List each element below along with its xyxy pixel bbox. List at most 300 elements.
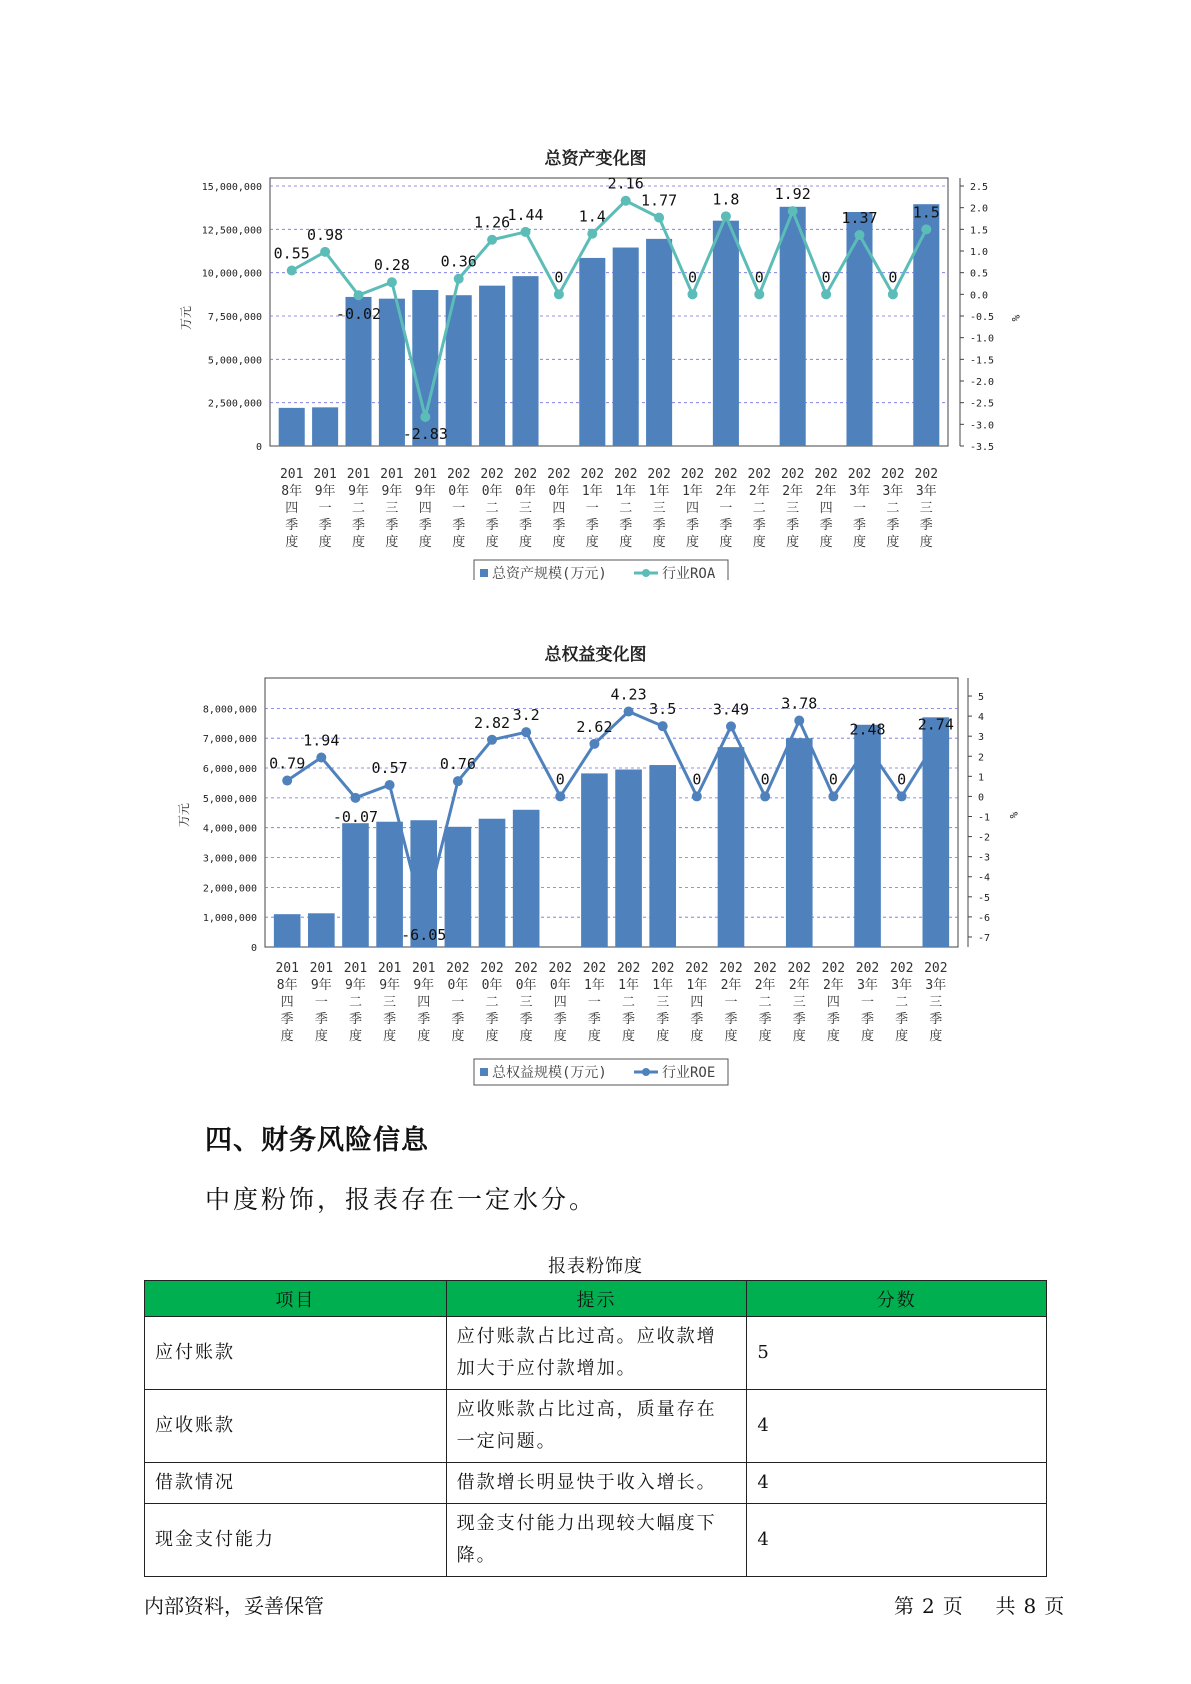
y-tick-label-right: -2.5 [970, 398, 995, 410]
x-tick-label: 202 [914, 467, 939, 482]
x-tick-label: 202 [855, 961, 880, 976]
header-hint: 提示 [446, 1281, 747, 1317]
x-tick-label: 202 [889, 961, 914, 976]
x-tick-label: 度 [919, 535, 933, 550]
x-tick-label: 度 [652, 535, 666, 550]
x-tick-label: 一 [724, 995, 738, 1010]
footer-page-number [890, 1590, 1068, 1619]
x-tick-label: 度 [585, 535, 599, 550]
y-tick-label-left: 8,000,000 [202, 704, 257, 716]
x-tick-label: 度 [351, 535, 366, 550]
data-label: 0.79 [269, 754, 306, 773]
x-tick-label: 季 [895, 1012, 909, 1027]
x-tick-label: 度 [619, 535, 633, 550]
footer-confidential: 内部资料，妥善保管 [144, 1594, 324, 1618]
x-tick-label: 季 [518, 518, 533, 533]
header-score: 分数 [747, 1281, 1047, 1317]
x-tick-label: 202 [881, 467, 905, 482]
y-tick-label-left: 7,000,000 [202, 734, 257, 746]
x-tick-label: 202 [548, 961, 573, 976]
x-tick-label: 四 [685, 501, 700, 516]
line-point [487, 735, 497, 745]
legend-line-marker [642, 1068, 650, 1076]
x-tick-label: 201 [279, 467, 304, 482]
x-tick-label: 度 [861, 1029, 875, 1044]
line-point [726, 721, 736, 731]
x-tick-label: 度 [451, 1029, 465, 1044]
bar [922, 717, 949, 947]
x-tick-label: 一 [587, 995, 601, 1010]
y-tick-label-right: 4 [978, 712, 985, 724]
y-tick-label-right: 0 [978, 792, 985, 804]
page-total: 8 [1023, 1594, 1037, 1618]
data-label: 0.55 [273, 244, 310, 263]
x-tick-label: 度 [485, 535, 499, 550]
x-tick-label: 四 [819, 501, 833, 516]
data-label: 3.49 [712, 700, 750, 719]
y-tick-label-left: 10,000,000 [201, 268, 262, 280]
table-row [145, 1463, 1047, 1504]
x-tick-label: 四 [690, 995, 704, 1010]
line-point [316, 752, 326, 762]
x-tick-label: 0年 [481, 978, 503, 993]
y-tick-label-right: -7 [978, 932, 991, 944]
row-score: 4 [747, 1504, 1047, 1577]
x-tick-label: 季 [619, 518, 633, 533]
data-label: 0.98 [307, 225, 344, 244]
x-tick-label: 二 [886, 501, 900, 516]
x-tick-label: 三 [792, 995, 806, 1010]
bar [513, 810, 540, 947]
x-tick-label: 季 [852, 518, 867, 533]
y-tick-label-right: 2 [978, 752, 985, 764]
x-tick-label: 9年 [310, 978, 332, 993]
x-tick-label: 季 [519, 1012, 533, 1027]
row-item: 应付账款 [145, 1317, 447, 1390]
x-tick-label: 202 [514, 961, 538, 976]
page-current: 2 [922, 1594, 935, 1618]
page-label: 页 [1044, 1594, 1065, 1618]
x-tick-label: 三 [656, 995, 670, 1010]
legend-bar-label: 总资产规模(万元) [492, 566, 607, 580]
x-tick-label: 度 [280, 1029, 294, 1044]
x-tick-label: 8年 [281, 484, 303, 499]
y-axis-title-left: 万元 [177, 802, 191, 828]
x-tick-label: 2年 [754, 978, 776, 993]
x-tick-label: 季 [685, 518, 700, 533]
x-tick-label: 四 [280, 995, 294, 1010]
row-score: 4 [747, 1390, 1047, 1463]
x-tick-label: 度 [724, 1029, 738, 1044]
y-tick-label-right: -4 [978, 872, 991, 884]
y-tick-label-right: -0.5 [970, 312, 995, 323]
x-tick-label: 201 [377, 961, 402, 976]
x-tick-label: 季 [348, 1012, 362, 1027]
data-label: 0 [687, 268, 698, 287]
x-tick-label: 度 [685, 535, 700, 550]
x-tick-label: 201 [413, 467, 438, 482]
x-tick-label: 季 [652, 518, 666, 533]
data-label: 2.74 [917, 715, 954, 734]
data-label: 0 [897, 770, 907, 789]
x-tick-label: 度 [385, 535, 399, 550]
data-label: -6.05 [401, 925, 447, 944]
data-label: 0 [692, 770, 702, 789]
x-tick-label: 度 [656, 1029, 670, 1044]
x-tick-label: 二 [485, 501, 499, 516]
row-item: 借款情况 [145, 1463, 447, 1504]
x-tick-label: 一 [451, 995, 465, 1010]
y-tick-label-left: 3,000,000 [202, 853, 257, 865]
x-tick-label: 202 [814, 467, 838, 482]
data-label: 0 [554, 268, 564, 287]
x-tick-label: 四 [285, 501, 299, 516]
x-tick-label: 二 [752, 501, 766, 516]
data-label: 0 [828, 770, 838, 789]
x-tick-label: 季 [786, 518, 800, 533]
x-tick-label: 一 [719, 501, 733, 516]
x-tick-label: 度 [552, 535, 566, 550]
x-tick-label: 季 [886, 518, 900, 533]
x-tick-label: 二 [758, 995, 772, 1010]
x-tick-label: 季 [452, 518, 466, 533]
line-point [624, 706, 634, 716]
x-tick-label: 3年 [882, 484, 904, 499]
y-tick-label-right: 1.0 [970, 247, 989, 258]
x-tick-label: 1年 [682, 484, 703, 499]
data-label: 3.78 [781, 694, 818, 713]
x-tick-label: 季 [318, 518, 332, 533]
x-tick-label: 202 [747, 467, 772, 482]
y-axis-title-right: % [1007, 811, 1020, 819]
line-point [931, 736, 941, 746]
x-tick-label: 季 [656, 1012, 670, 1027]
y-tick-label-right: 3 [978, 732, 985, 744]
x-tick-label: 二 [622, 995, 636, 1010]
x-tick-label: 202 [613, 467, 638, 482]
x-tick-label: 202 [780, 467, 805, 482]
line-point [350, 793, 360, 803]
x-tick-label: 季 [351, 518, 366, 533]
chart-title: 总资产变化图 [544, 149, 647, 169]
bar [649, 765, 676, 947]
x-tick-label: 三 [385, 501, 399, 516]
data-label: -0.07 [332, 807, 379, 826]
x-tick-label: 一 [452, 501, 466, 516]
risk-table [144, 1280, 1047, 1577]
x-tick-label: 三 [919, 501, 933, 516]
page-label: 第 [894, 1594, 914, 1618]
x-tick-label: 季 [690, 1012, 704, 1027]
x-tick-label: 二 [619, 501, 633, 516]
x-tick-label: 季 [485, 518, 499, 533]
y-tick-label-right: -2 [978, 832, 991, 844]
bar [786, 738, 813, 947]
x-tick-label: 201 [313, 467, 337, 482]
x-tick-label: 1年 [584, 978, 605, 993]
data-label: 0 [760, 770, 770, 789]
x-tick-label: 季 [552, 518, 566, 533]
bar [479, 819, 506, 947]
data-label: 3.5 [649, 700, 677, 719]
x-tick-label: 季 [861, 1012, 875, 1027]
y-tick-label-right: -1.5 [970, 355, 995, 367]
y-tick-label-right: 1.5 [970, 225, 989, 237]
table-row [145, 1504, 1047, 1577]
data-label: 1.92 [774, 185, 811, 204]
table-row [145, 1390, 1047, 1463]
x-tick-label: 3年 [891, 978, 913, 993]
header-item: 项目 [145, 1281, 447, 1317]
legend-bar-swatch [480, 1068, 488, 1076]
x-tick-label: 度 [417, 1029, 431, 1044]
x-tick-label: 202 [580, 467, 605, 482]
data-label: 0.76 [439, 755, 476, 774]
bar [274, 914, 301, 947]
line-point [385, 780, 395, 790]
x-tick-label: 9年 [345, 978, 366, 993]
data-label: 1.77 [641, 191, 678, 210]
row-item: 现金支付能力 [145, 1504, 447, 1577]
x-tick-label: 季 [417, 1012, 431, 1027]
legend-line-label: 行业ROE [662, 1065, 716, 1081]
line-point [589, 739, 599, 749]
x-tick-label: 1年 [581, 484, 603, 499]
data-label: -2.83 [402, 424, 448, 443]
page-label: 页 [942, 1594, 963, 1618]
x-tick-label: 202 [787, 961, 812, 976]
x-tick-label: 一 [852, 501, 867, 516]
x-tick-label: 201 [346, 467, 371, 482]
x-tick-label: 1年 [618, 978, 639, 993]
line-point [419, 913, 429, 923]
y-tick-label-right: -1 [978, 812, 991, 824]
x-tick-label: 季 [724, 1012, 738, 1027]
chart-title: 总权益变化图 [544, 645, 647, 665]
x-tick-label: 季 [383, 1012, 397, 1027]
line-point [521, 727, 531, 737]
x-tick-label: 度 [752, 535, 766, 550]
x-tick-label: 三 [383, 995, 397, 1010]
x-tick-label: 202 [719, 961, 743, 976]
row-score: 5 [747, 1317, 1047, 1390]
x-tick-label: 三 [518, 501, 533, 516]
line-point [555, 791, 565, 801]
x-tick-label: 0年 [515, 484, 536, 499]
line-point [897, 791, 907, 801]
data-label: -0.02 [335, 305, 382, 324]
x-tick-label: 季 [919, 518, 933, 533]
y-tick-label-left: 5,000,000 [207, 355, 262, 367]
x-tick-label: 202 [680, 467, 705, 482]
x-tick-label: 季 [929, 1012, 943, 1027]
x-tick-label: 度 [587, 1029, 601, 1044]
section-heading: 四、财务风险信息 [205, 1125, 429, 1156]
x-tick-label: 度 [929, 1029, 943, 1044]
bar [581, 773, 608, 947]
y-axis-title-right: % [1009, 314, 1022, 322]
x-tick-label: 202 [821, 961, 846, 976]
data-label: 2.82 [473, 713, 511, 732]
table-row [145, 1317, 1047, 1390]
x-tick-label: 2年 [788, 978, 810, 993]
x-tick-label: 一 [318, 501, 332, 516]
line-point [658, 721, 668, 731]
x-tick-label: 度 [348, 1029, 362, 1044]
bar [342, 823, 369, 947]
bar [718, 747, 745, 947]
x-tick-label: 3年 [925, 978, 947, 993]
x-tick-label: 度 [719, 535, 733, 550]
row-hint: 借款增长明显快于收入增长。 [446, 1463, 747, 1504]
data-label: 2.16 [607, 174, 644, 193]
y-tick-label-left: 6,000,000 [202, 764, 257, 776]
y-tick-label-left: 0 [250, 943, 257, 954]
row-hint: 应收账款占比过高，质量存在一定问题。 [446, 1390, 747, 1463]
x-tick-label: 三 [929, 995, 943, 1010]
table-caption: 报表粉饰度 [548, 1256, 643, 1277]
x-tick-label: 一 [585, 501, 599, 516]
y-tick-label-right: 0.0 [970, 290, 989, 302]
x-tick-label: 季 [418, 518, 432, 533]
data-label: 0 [555, 770, 565, 789]
x-tick-label: 202 [753, 961, 777, 976]
x-tick-label: 201 [380, 467, 404, 482]
x-tick-label: 度 [485, 1029, 499, 1044]
x-tick-label: 3年 [857, 978, 878, 993]
line-point [828, 791, 838, 801]
x-tick-label: 度 [518, 535, 533, 550]
data-label: 1.44 [507, 205, 544, 224]
x-tick-label: 季 [826, 1012, 840, 1027]
row-hint: 现金支付能力出现较大幅度下降。 [446, 1504, 747, 1577]
x-tick-label: 一 [314, 995, 328, 1010]
y-tick-label-left: 4,000,000 [202, 823, 257, 835]
x-tick-label: 度 [285, 535, 299, 550]
y-tick-label-right: -6 [978, 912, 991, 924]
x-tick-label: 9年 [414, 484, 436, 499]
table-header-row [145, 1281, 1047, 1317]
data-label: 1.94 [303, 731, 340, 750]
y-tick-label-right: -3.5 [970, 442, 995, 453]
y-tick-label-left: 12,500,000 [201, 225, 262, 237]
x-tick-label: 季 [314, 1012, 328, 1027]
x-tick-label: 202 [446, 467, 471, 482]
row-hint: 应付账款占比过高。应收款增加大于应付款增加。 [446, 1317, 747, 1390]
x-tick-label: 度 [792, 1029, 806, 1044]
x-tick-label: 9年 [379, 978, 401, 993]
x-tick-label: 202 [714, 467, 738, 482]
data-label: 1.5 [912, 203, 940, 222]
x-tick-label: 三 [519, 995, 533, 1010]
line-point [794, 716, 804, 726]
x-tick-label: 2年 [782, 484, 804, 499]
x-tick-label: 202 [616, 961, 641, 976]
x-tick-label: 四 [552, 501, 566, 516]
x-tick-label: 0年 [515, 978, 537, 993]
x-tick-label: 三 [652, 501, 666, 516]
x-tick-label: 201 [343, 961, 368, 976]
x-tick-label: 202 [647, 467, 671, 482]
x-tick-label: 2年 [822, 978, 844, 993]
x-tick-label: 1年 [615, 484, 637, 499]
bar [308, 913, 335, 947]
x-tick-label: 202 [582, 961, 607, 976]
x-tick-label: 0年 [447, 978, 469, 993]
x-tick-label: 度 [826, 1029, 840, 1044]
x-tick-label: 202 [924, 961, 948, 976]
x-tick-label: 202 [650, 961, 675, 976]
y-tick-label-right: 1 [978, 772, 985, 784]
x-tick-label: 2年 [748, 484, 770, 499]
bar [615, 770, 642, 947]
x-tick-label: 季 [758, 1012, 772, 1027]
y-tick-label-right: -3.0 [970, 420, 995, 432]
x-tick-label: 度 [452, 535, 466, 550]
x-tick-label: 202 [547, 467, 571, 482]
x-tick-label: 9年 [381, 484, 403, 499]
x-tick-label: 度 [690, 1029, 704, 1044]
section-summary: 中度粉饰，报表存在一定水分。 [205, 1185, 598, 1214]
bar [376, 822, 403, 947]
x-tick-label: 季 [585, 518, 599, 533]
x-tick-label: 季 [792, 1012, 806, 1027]
x-tick-label: 3年 [849, 484, 870, 499]
row-score: 4 [747, 1463, 1047, 1504]
y-tick-label-right: -3 [978, 852, 991, 864]
y-tick-label-left: 0 [255, 442, 262, 453]
legend-bar-label: 总权益规模(万元) [492, 1065, 607, 1081]
y-tick-label-left: 7,500,000 [207, 312, 262, 323]
x-tick-label: 0年 [549, 978, 571, 993]
x-tick-label: 9年 [413, 978, 435, 993]
x-tick-label: 二 [348, 995, 362, 1010]
data-label: 1.8 [712, 190, 740, 209]
data-label: 2.48 [849, 720, 886, 739]
x-tick-label: 度 [519, 1029, 533, 1044]
x-tick-label: 季 [622, 1012, 636, 1027]
data-label: 0 [888, 268, 898, 287]
x-tick-label: 度 [622, 1029, 636, 1044]
x-tick-label: 201 [275, 961, 299, 976]
line-point [863, 742, 873, 752]
x-tick-label: 三 [786, 501, 800, 516]
x-tick-label: 季 [485, 1012, 499, 1027]
data-label: 0.36 [440, 252, 477, 271]
x-tick-label: 2年 [720, 978, 742, 993]
x-tick-label: 202 [685, 961, 709, 976]
data-label: 1.37 [841, 208, 878, 227]
x-tick-label: 1年 [648, 484, 670, 499]
y-tick-label-left: 2,000,000 [202, 883, 257, 895]
x-tick-label: 季 [451, 1012, 465, 1027]
y-tick-label-right: -2.0 [970, 377, 995, 388]
x-tick-label: 四 [418, 501, 432, 516]
x-tick-label: 8年 [276, 978, 298, 993]
x-tick-label: 四 [826, 995, 840, 1010]
data-label: 0.28 [373, 256, 410, 275]
x-tick-label: 2年 [815, 484, 837, 499]
x-tick-label: 一 [861, 995, 875, 1010]
y-tick-label-right: -1.0 [970, 333, 995, 345]
x-tick-label: 四 [553, 995, 567, 1010]
x-tick-label: 202 [446, 961, 470, 976]
x-tick-label: 度 [383, 1029, 397, 1044]
x-tick-label: 度 [314, 1029, 328, 1044]
x-tick-label: 季 [553, 1012, 567, 1027]
x-tick-label: 度 [318, 535, 332, 550]
x-tick-label: 201 [309, 961, 334, 976]
